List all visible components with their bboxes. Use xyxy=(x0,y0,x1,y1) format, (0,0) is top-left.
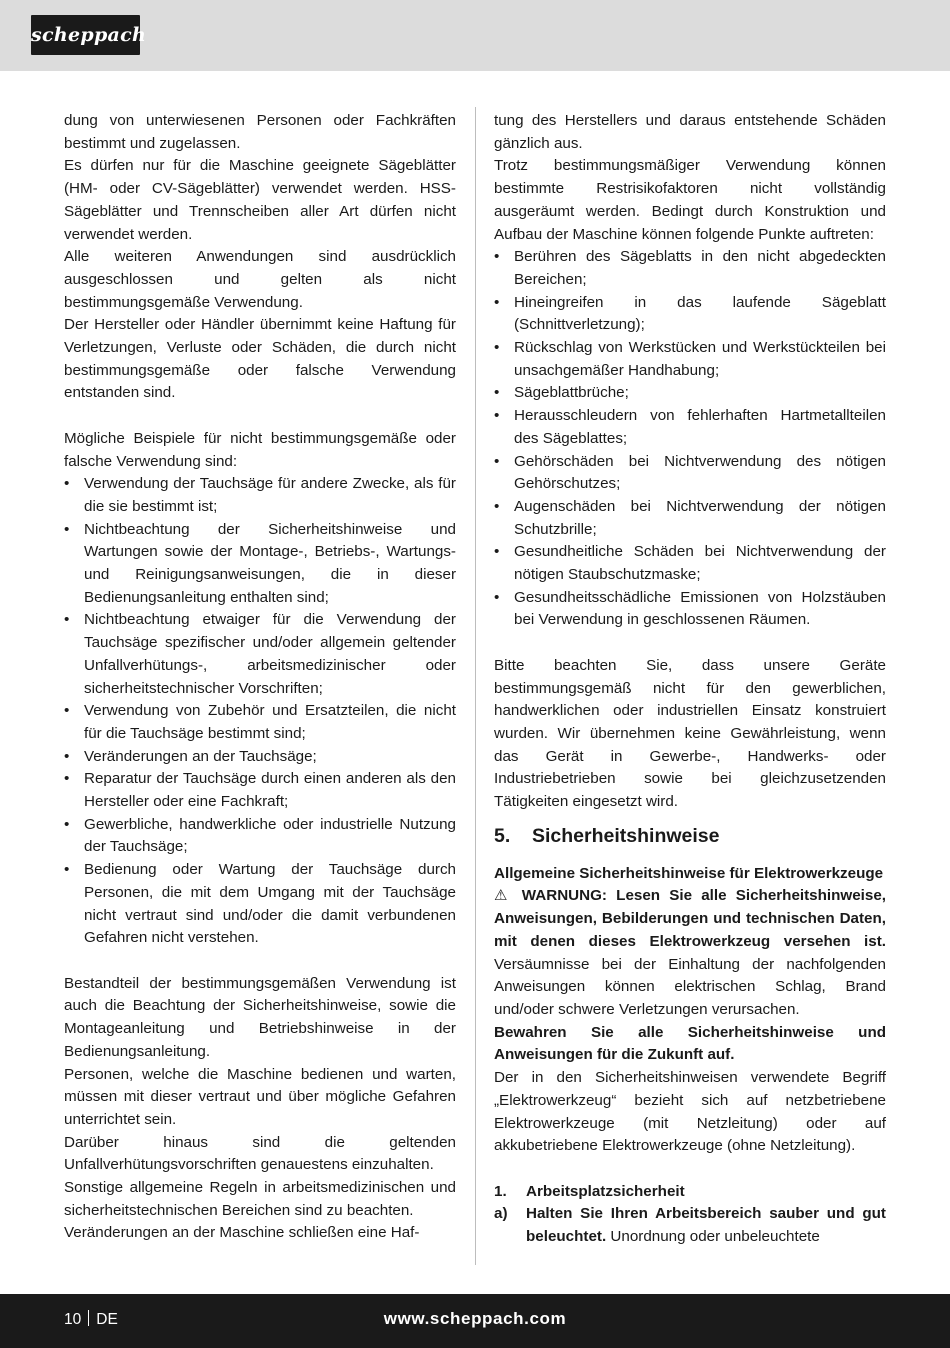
paragraph: Sonstige allgemeine Regeln in arbeitsmedizinischen und sicherheitstechnischen Bereichen sind zu beachten. xyxy=(64,1179,456,1219)
item-letter: a) xyxy=(494,1205,508,1223)
paragraph: Bestandteil der bestimmungsgemäßen Verwendung ist auch die Beachtung der Sicherheitshinweise, sowie die Montageanleitung und Betriebshinweise in der Bedienungsanleitung. xyxy=(64,974,456,1060)
warning-paragraph xyxy=(494,885,886,1021)
paragraph: Der in den Sicherheitshinweisen verwendete Begriff „Elektrowerkzeug“ bezieht sich auf netzbetriebene Elektrowerkzeuge (mit Netzleitung) oder auf akkubetriebene Elektrowerkzeuge (ohne Netzleitung). xyxy=(494,1069,886,1155)
list-item: • Gehörschäden bei Nichtverwendung des nötigen Gehörschutzes; xyxy=(494,451,886,496)
list-item: • Herausschleudern von fehlerhaften Hartmetallteilen des Sägeblattes; xyxy=(494,405,886,450)
item-bold-text: Halten Sie Ihren Arbeitsbereich sauber und gut beleuchtet. xyxy=(526,1205,886,1246)
list-item: • Veränderungen an der Tauchsäge; xyxy=(64,746,456,769)
paragraph: Trotz bestimmungsmäßiger Verwendung können bestimmte Restrisikofaktoren nicht vollständig ausgeräumt werden. Bedingt durch Konstruktion und Aufbau der Maschine können folgende Punkte auftreten: xyxy=(494,157,886,243)
section-number: 5. xyxy=(494,824,511,847)
warning-icon: ⚠ xyxy=(494,887,513,905)
numbered-heading xyxy=(494,1181,886,1204)
lettered-item xyxy=(494,1203,886,1248)
list-item: • Verwendung der Tauchsäge für andere Zwecke, als für die sie bestimmt ist; xyxy=(64,473,456,518)
misuse-list xyxy=(64,473,456,950)
list-item: • Gewerbliche, handwerkliche oder industrielle Nutzung der Tauchsäge; xyxy=(64,814,456,859)
list-item: • Augenschäden bei Nichtverwendung der nötigen Schutzbrille; xyxy=(494,496,886,541)
paragraph: Darüber hinaus sind die geltenden Unfallverhütungsvorschriften genauestens einzuhalten. xyxy=(64,1133,456,1174)
keep-instructions-note: Bewahren Sie alle Sicherheitshinweise und Anweisungen für die Zukunft auf. xyxy=(494,1023,886,1064)
page-number: 10 xyxy=(64,1311,82,1328)
warning-text: Versäumnisse bei der Einhaltung der nachfolgenden Anweisungen können elektrischen Schlag, Brand und/oder schwere Verletzungen verursachen. xyxy=(494,955,886,1018)
warning-bold-text: WARNUNG: Lesen Sie alle Sicherheitshinweise, Anweisungen, Bebilderungen und technischen Daten, mit denen dieses Elektrowerkzeug versehen ist. xyxy=(494,887,886,950)
language-code: DE xyxy=(96,1311,118,1328)
paragraph: Es dürfen nur für die Maschine geeignete Sägeblätter (HM- oder CV-Sägeblätter) verwendet werden. HSS-Sägeblätter und Trennscheiben aller Art dürfen nicht verwendet werden. xyxy=(64,157,456,243)
list-item: • Hineingreifen in das laufende Sägeblatt (Schnittverletzung); xyxy=(494,292,886,337)
item-rest-text: Unordnung oder unbeleuchtete xyxy=(606,1228,820,1246)
right-column xyxy=(494,110,886,1249)
list-item: • Gesundheitsschädliche Emissionen von Holzstäuben bei Verwendung in geschlossenen Räumen. xyxy=(494,587,886,632)
paragraph: Alle weiteren Anwendungen sind ausdrücklich ausgeschlossen und gelten als nicht bestimmungsgemäße Verwendung. xyxy=(64,248,456,311)
header-band xyxy=(0,0,950,71)
paragraph: Der Hersteller oder Händler übernimmt keine Haftung für Verletzungen, Verluste oder Schäden, die durch nicht bestimmungsgemäße oder falsche Verwendung entstanden sind. xyxy=(64,316,456,402)
list-item: • Berühren des Sägeblatts in den nicht abgedeckten Bereichen; xyxy=(494,246,886,291)
list-item: • Nichtbeachtung etwaiger für die Verwendung der Tauchsäge spezifischer und/oder allgemein geltender Unfallverhütungs-, arbeitsmedizinischer oder sicherheitstechnischer Vorschriften; xyxy=(64,609,456,700)
item-text xyxy=(526,1203,886,1248)
list-item: • Gesundheitliche Schäden bei Nichtverwendung der nötigen Staubschutzmaske; xyxy=(494,541,886,586)
paragraph: dung von unterwiesenen Personen oder Fachkräften bestimmt und zugelassen. xyxy=(64,112,456,152)
paragraph: Mögliche Beispiele für nicht bestimmungsgemäße oder falsche Verwendung sind: xyxy=(64,429,456,470)
item-title: Arbeitsplatzsicherheit xyxy=(526,1182,685,1200)
paragraph: Personen, welche die Maschine bedienen und warten, müssen mit dieser vertraut und über mögliche Gefahren unterrichtet sein. xyxy=(64,1065,456,1128)
paragraph: Veränderungen an der Maschine schließen eine Haf- xyxy=(64,1224,420,1242)
list-item: • Nichtbeachtung der Sicherheitshinweise und Wartungen sowie der Montage-, Betriebs-, Wartungs- und Reinigungsanweisungen, die in dieser Bedienungsanleitung enthalten sind; xyxy=(64,519,456,610)
list-item: • Bedienung oder Wartung der Tauchsäge durch Personen, die mit dem Umgang mit der Tauchsäge nicht vertraut sind und/oder die damit verbundenen Gefahren nicht verstehen. xyxy=(64,859,456,950)
list-item: • Rückschlag von Werkstücken und Werkstückteilen bei unsachgemäßer Handhabung; xyxy=(494,337,886,382)
subheading: Allgemeine Sicherheitshinweise für Elektrowerkzeuge xyxy=(494,864,884,882)
list-item: • Sägeblattbrüche; xyxy=(494,382,886,405)
section-heading xyxy=(494,823,886,849)
paragraph: tung des Herstellers und daraus entstehende Schäden gänzlich aus. xyxy=(494,112,886,152)
column-divider xyxy=(475,107,476,1265)
item-number: 1. xyxy=(494,1182,507,1200)
residual-risk-list xyxy=(494,246,886,632)
brand-logo xyxy=(31,15,147,55)
website-link[interactable]: www.scheppach.com xyxy=(383,1309,567,1328)
list-item: • Reparatur der Tauchsäge durch einen anderen als den Hersteller oder eine Fachkraft; xyxy=(64,768,456,813)
list-item: • Verwendung von Zubehör und Ersatzteilen, die nicht für die Tauchsäge bestimmt sind; xyxy=(64,700,456,745)
left-column xyxy=(64,110,456,1245)
section-title: Sicherheitshinweise xyxy=(532,824,720,847)
paragraph: Bitte beachten Sie, dass unsere Geräte bestimmungsgemäß nicht für den gewerblichen, handwerklichen oder industriellen Einsatz konstruiert wurden. Wir übernehmen keine Gewährleistung, wenn das Gerät in Gewerbe-, Handwerks- oder Industriebetrieben sowie bei gleichzusetzenden Tätigkeiten eingesetzt wird. xyxy=(494,656,886,811)
brand-logo-text: scheppach xyxy=(31,24,147,46)
